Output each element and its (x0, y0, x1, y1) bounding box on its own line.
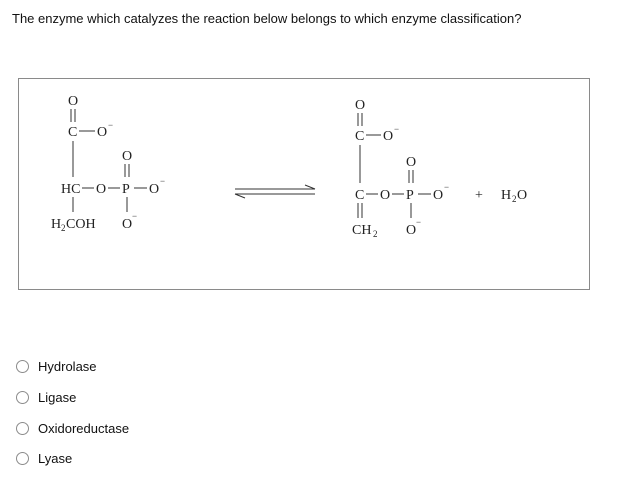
option-label: Hydrolase (38, 359, 97, 374)
reactant-hc: HC (61, 182, 81, 197)
product-phosphate-right-o: O (433, 188, 444, 203)
product-carbonyl-o: O (355, 98, 366, 113)
reactant-carboxyl-c: C (68, 125, 78, 140)
reaction-figure (18, 78, 590, 290)
product-carboxyl-o: O (383, 129, 394, 144)
product-ch2: CH (352, 223, 372, 238)
reactant-phosphate-right-o: O (149, 182, 160, 197)
reaction-diagram (19, 79, 591, 291)
option-label: Oxidoreductase (38, 421, 130, 436)
reactant-h2coh-sub: 2 (61, 223, 66, 233)
product-phosphate-bottom-o: O (406, 223, 417, 238)
plus-sign: + (475, 188, 483, 203)
radio-button[interactable] (16, 360, 29, 373)
reactant-phosphate-top-o: O (122, 149, 133, 164)
reactant-carbonyl-o: O (68, 94, 79, 109)
reactant-h2coh-h: H (51, 217, 62, 232)
water-sub: 2 (512, 194, 517, 204)
reactant-phosphate-right-charge: − (160, 176, 166, 186)
product-phosphate-top-o: O (406, 155, 417, 170)
option-hydrolase[interactable] (16, 358, 196, 376)
reactant-phosphorus: P (122, 182, 130, 197)
product-link-o: O (380, 188, 391, 203)
option-label: Lyase (38, 451, 73, 466)
product-phosphate-bottom-charge: − (416, 217, 422, 227)
product-carboxyl-c: C (355, 129, 365, 144)
product-carboxyl-charge: − (394, 124, 400, 134)
reactant-link-o: O (96, 182, 107, 197)
water-h: H (501, 188, 512, 203)
option-ligase[interactable] (16, 389, 196, 407)
reverse-arrow-head (235, 194, 245, 198)
product-phosphorus: P (406, 188, 414, 203)
water-o: O (517, 188, 528, 203)
option-oxidoreductase[interactable] (16, 420, 196, 438)
radio-button[interactable] (16, 391, 29, 404)
forward-arrow-head (305, 185, 315, 189)
radio-button[interactable] (16, 452, 29, 465)
reactant-carboxyl-charge: − (108, 120, 114, 130)
reactant-phosphate-bottom-o: O (122, 217, 133, 232)
product-c2: C (355, 188, 365, 203)
option-label: Ligase (38, 390, 77, 405)
reactant-h2coh-rest: COH (66, 217, 96, 232)
reactant-phosphate-bottom-charge: − (132, 211, 138, 221)
product-phosphate-right-charge: − (444, 182, 450, 192)
question-text: The enzyme which catalyzes the reaction below belongs to which enzyme classification? (12, 11, 522, 26)
radio-button[interactable] (16, 422, 29, 435)
option-lyase[interactable] (16, 450, 196, 468)
product-ch2-sub: 2 (373, 229, 378, 239)
reactant-carboxyl-o: O (97, 125, 108, 140)
